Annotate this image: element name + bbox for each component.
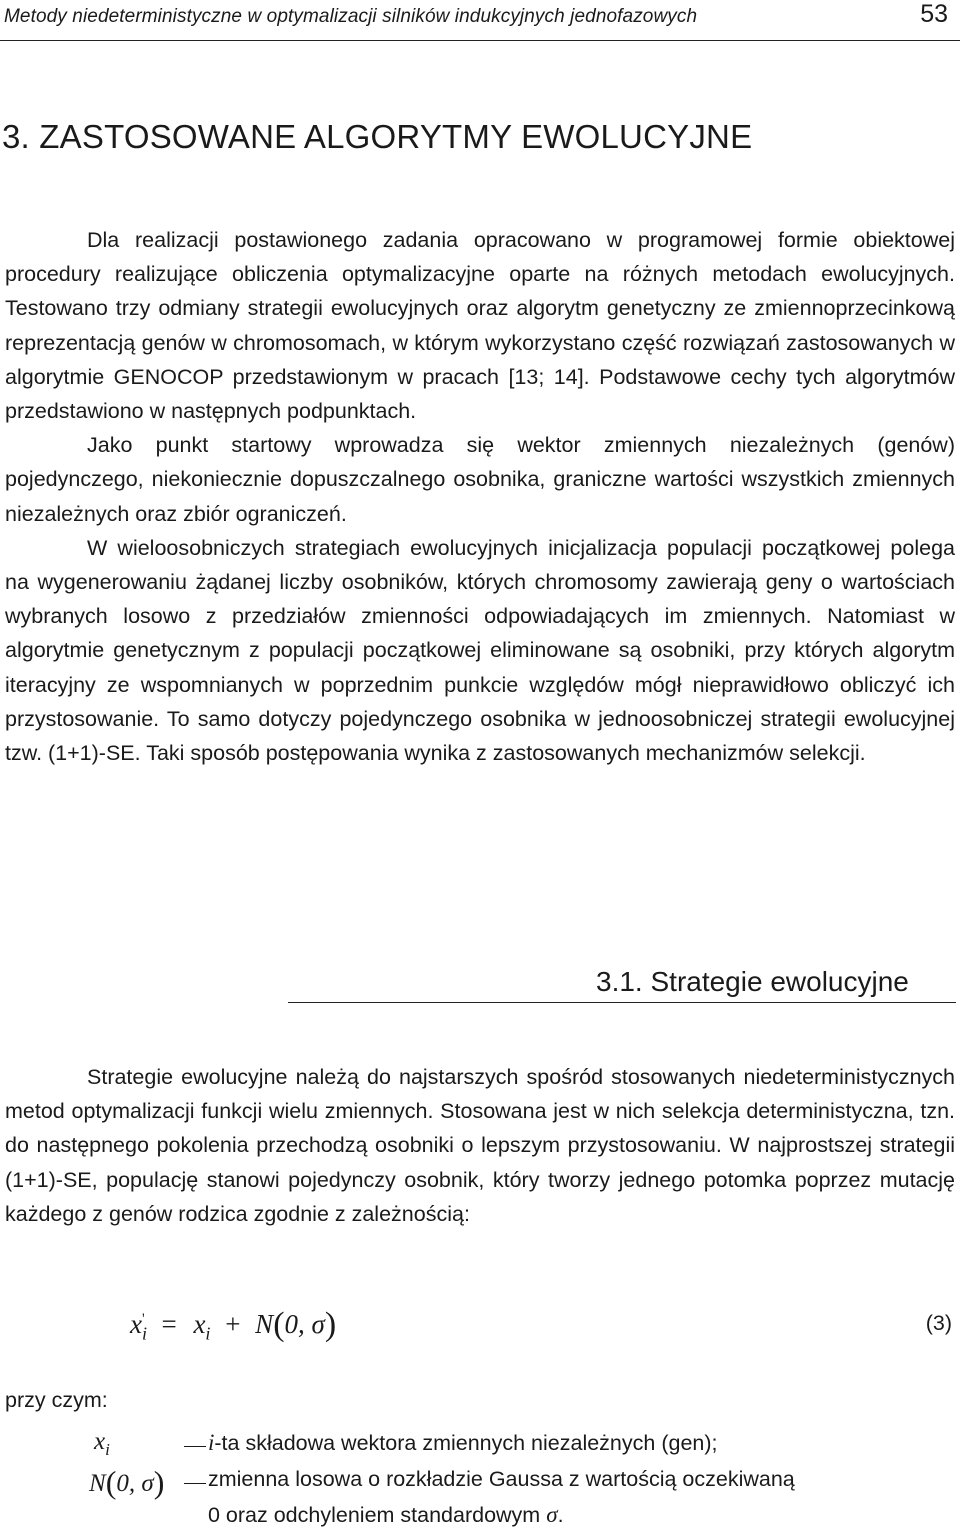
definition-symbol-sub: i (105, 1440, 110, 1459)
equation-args: 0, σ (284, 1309, 325, 1339)
section-body (5, 223, 955, 770)
paragraph: W wieloosobniczych strategiach ewolucyjnych inicjalizacja populacji początkowej polega na wygenerowaniu żądanej liczby osobników, których chromosomy zawierają geny o wartościach wybranych losowo z przedziałów zmienności odpowiadających im zmiennych. Natomiast w algorytmie genetycznym z populacji początkowej eliminowane są osobniki, przy których algorytm iteracyjny ze wspomnianych w poprzednim punkcie względów mógł nieprawidłowo obliczyć ich przystosowanie. To samo dotyczy pojedynczego osobnika w jednoosobniczej strategii ewolucyjnej tzw. (1+1)-SE. Taki sposób postępowania wynika z zastosowanych mechanizmów selekcji. (5, 535, 955, 766)
running-header (0, 0, 960, 42)
definition-italic-i: i (208, 1430, 215, 1455)
equation-close-paren: ) (324, 1306, 337, 1343)
definition-symbol (94, 1428, 110, 1460)
equation-subscript: i (141, 1323, 147, 1344)
paragraph: Dla realizacji postawionego zadania opracowano w programowej formie obiektowej procedury realizujące obliczenia optymalizacyjne oparte na różnych metodach ewolucyjnych. Testowano trzy odmiany strategii ewolucyjnych oraz algorytm genetyczny ze zmiennoprzecinkową reprezentacją genów w chromosomach, w którym wykorzystano część rozwiązań zastosowanych w algorytmie GENOCOP przedstawionym w pracach [13; 14]. Podstawowe cechy tych algorytmów przedstawiono w następnych podpunktach. (5, 228, 955, 424)
where-label: przy czym: (5, 1388, 108, 1412)
equation-open-paren: ( (273, 1306, 285, 1343)
running-title: Metody niedeterministyczne w optymalizacji silników indukcyjnych jednofazowych (4, 6, 698, 27)
header-rule (0, 40, 960, 41)
equation-var-x: x (130, 1309, 142, 1339)
definition-dash (184, 1446, 206, 1447)
equation-subscript: i (205, 1323, 211, 1344)
definition-continuation (208, 1502, 564, 1528)
paragraph: Jako punkt startowy wprowadza się wektor zmiennych niezależnych (genów) pojedynczego, niekoniecznie dopuszczalnego osobnika, graniczne wartości wszystkich zmiennych niezależnych oraz zbiór ograniczeń. (5, 433, 955, 526)
page-number: 53 (920, 0, 948, 28)
definition-close-paren: ) (153, 1464, 165, 1500)
equation-var-x: x (193, 1309, 206, 1339)
equation-prime: ' (142, 1311, 145, 1327)
equation-equals: = (161, 1309, 177, 1339)
equation-plus: + (225, 1309, 241, 1339)
equation (130, 1306, 336, 1344)
definition-symbol-x: x (94, 1428, 106, 1455)
subsection-body (5, 1060, 955, 1231)
definition-open-paren: ( (105, 1464, 117, 1500)
equation-normal-N: N (255, 1309, 274, 1339)
definition-description: -ta składowa wektora zmiennych niezależnych (gen); (214, 1431, 718, 1455)
definition-dash (184, 1483, 206, 1484)
definition-symbol-N: N (89, 1470, 106, 1497)
section-heading: 3. ZASTOSOWANE ALGORYTMY EWOLUCYJNE (2, 118, 753, 155)
definition-text (208, 1430, 718, 1456)
equation-number: (3) (925, 1311, 952, 1335)
definition-sigma: σ (546, 1502, 558, 1527)
definition-symbol-args: 0, σ (116, 1470, 154, 1497)
paragraph: Strategie ewolucyjne należą do najstarszych spośród stosowanych niedeterministycznych metod optymalizacji funkcji wielu zmiennych. Stosowana jest w nich selekcja deterministyczna, tzn. do następnego pokolenia przechodzą osobniki o lepszym przystosowaniu. W najprostszej strategii (1+1)-SE, populację stanowi pojedynczy osobnik, który tworzy jednego potomka poprzez mutację każdego z genów rodzica zgodnie z zależnością: (5, 1065, 955, 1226)
definition-continuation-text: 0 oraz odchyleniem standardowym (208, 1503, 541, 1527)
subsection-heading: 3.1. Strategie ewolucyjne (596, 966, 909, 997)
definition-text: zmienna losowa o rozkładzie Gaussa z wartością oczekiwaną (208, 1467, 795, 1491)
definition-period: . (557, 1503, 564, 1527)
definition-symbol (89, 1464, 164, 1501)
subsection-rule (288, 1002, 956, 1003)
